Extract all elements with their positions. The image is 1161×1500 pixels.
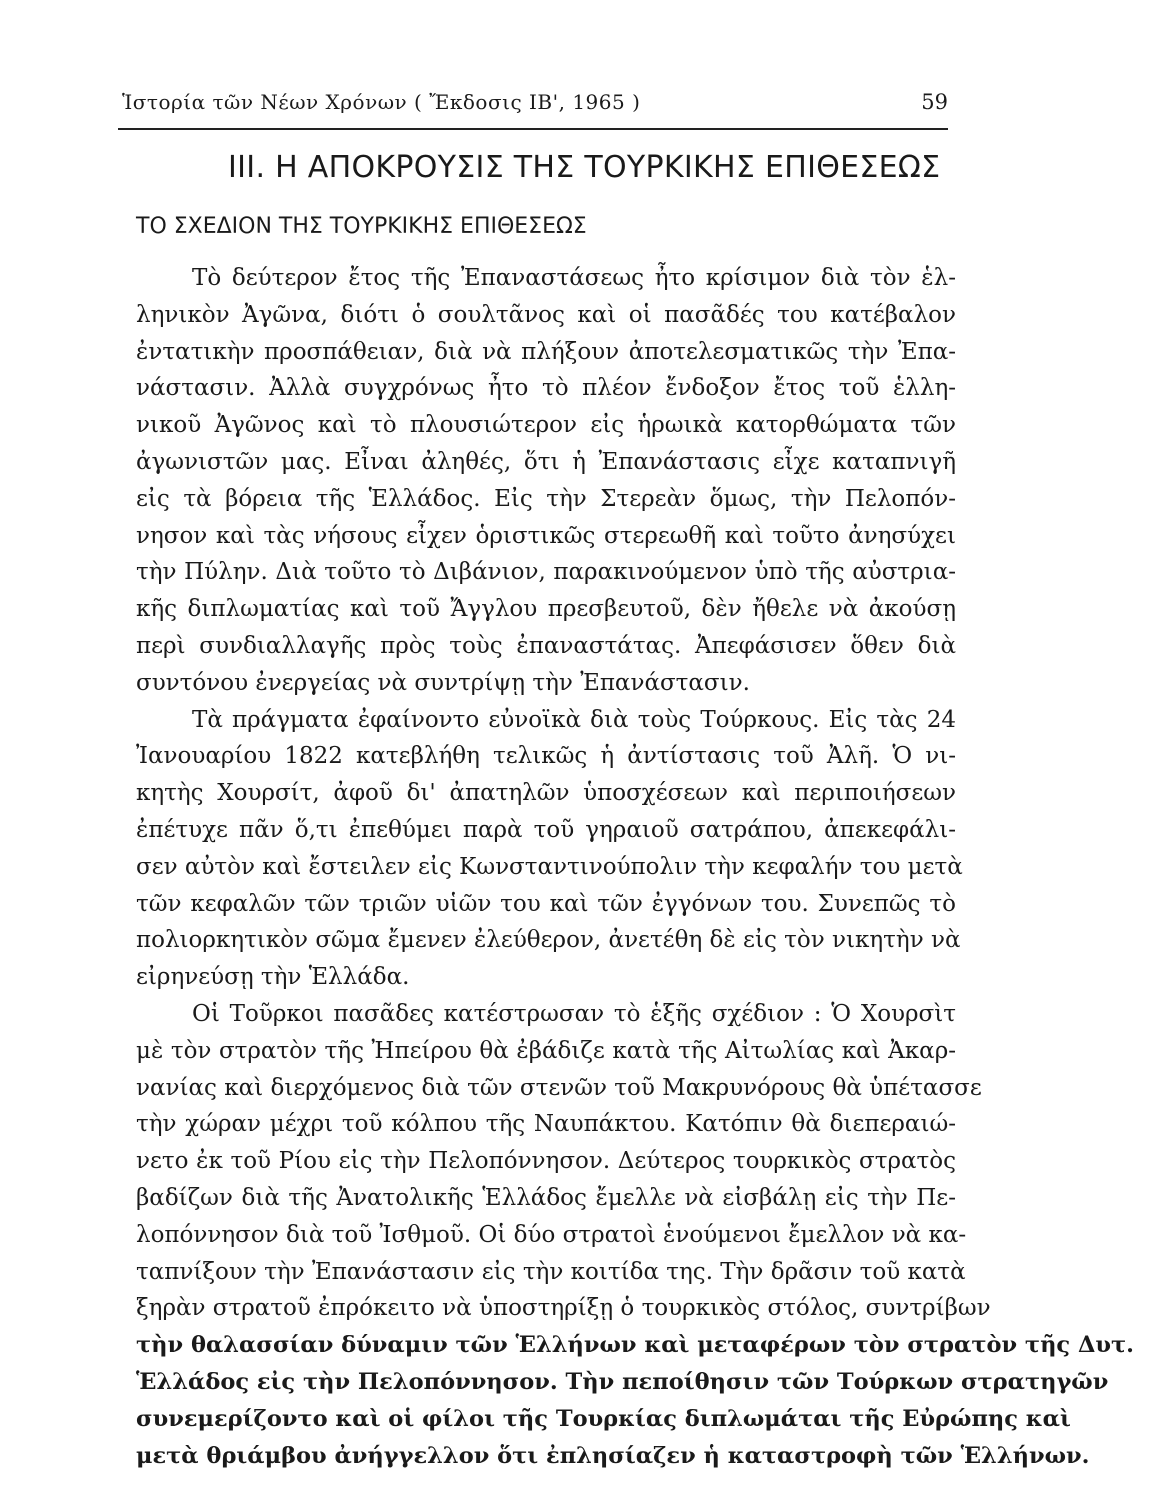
body-text: [136, 260, 1134, 1474]
text-line: νανίας καὶ διερχόμενος διὰ τῶν στενῶν τοῦ Μακρυνόρους θὰ ὑπέτασσε: [136, 1074, 982, 1101]
text-line: ξηρὰν στρατοῦ ἐπρόκειτο νὰ ὑποστηρίξῃ ὁ τουρκικὸς στόλος, συντρίβων: [136, 1295, 991, 1322]
text-line: σεν αὐτὸν καὶ ἔστειλεν εἰς Κωνσταντινούπολιν τὴν κεφαλήν του μετὰ: [136, 853, 963, 880]
text-line: νάστασιν. Ἀλλὰ συγχρόνως ἦτο τὸ πλέον ἔνδοξον ἔτος τοῦ ἑλλη-: [136, 375, 956, 402]
text-line: πολιορκητικὸν σῶμα ἔμενεν ἐλεύθερον, ἀνετέθη δὲ εἰς τὸν νικητὴν νὰ: [136, 927, 961, 954]
text-line: εἰρηνεύσῃ τὴν Ἑλλάδα.: [136, 964, 410, 991]
text-line: κητὴς Χουρσίτ, ἀφοῦ δι' ἀπατηλῶν ὑποσχέσεων καὶ περιποιήσεων: [136, 780, 956, 807]
text-line: Ἑλλάδος εἰς τὴν Πελοπόννησον. Τὴν πεποίθησιν τῶν Τούρκων στρατηγῶν: [136, 1368, 1109, 1395]
text-line: ἐπέτυχε πᾶν ὅ,τι ἐπεθύμει παρὰ τοῦ γηραιοῦ σατράπου, ἀπεκεφάλι-: [136, 816, 956, 843]
text-line: νετο ἐκ τοῦ Ρίου εἰς τὴν Πελοπόννησον. Δεύτερος τουρκικὸς στρατὸς: [136, 1148, 956, 1175]
text-line: τῶν κεφαλῶν τῶν τριῶν υἱῶν του καὶ τῶν ἐγγόνων του. Συνεπῶς τὸ: [136, 890, 956, 917]
section-title: ΤΟ ΣΧΕΔΙΟΝ ΤΗΣ ΤΟΥΡΚΙΚΗΣ ΕΠΙΘΕΣΕΩΣ: [136, 214, 587, 239]
chapter-title: III. Η ΑΠΟΚΡΟΥΣΙΣ ΤΗΣ ΤΟΥΡΚΙΚΗΣ ΕΠΙΘΕΣΕΩΣ: [228, 150, 941, 185]
text-line: Οἱ Τοῦρκοι πασᾶδες κατέστρωσαν τὸ ἑξῆς σχέδιον : Ὁ Χουρσὶτ: [192, 1000, 956, 1027]
text-line: εἰς τὰ βόρεια τῆς Ἑλλάδος. Εἰς τὴν Στερεὰν ὅμως, τὴν Πελοπόν-: [136, 485, 956, 512]
running-header: [118, 88, 948, 130]
text-line: συντόνου ἐνεργείας νὰ συντρίψῃ τὴν Ἐπανάστασιν.: [136, 669, 750, 696]
text-line: νικοῦ Ἀγῶνος καὶ τὸ πλουσιώτερον εἰς ἡρωικὰ κατορθώματα τῶν: [136, 412, 956, 439]
text-line: κῆς διπλωματίας καὶ τοῦ Ἄγγλου πρεσβευτοῦ, δὲν ἤθελε νὰ ἀκούσῃ: [136, 596, 956, 623]
text-line: ταπνίξουν τὴν Ἐπανάστασιν εἰς τὴν κοιτίδα της. Τὴν δρᾶσιν τοῦ κατὰ: [136, 1258, 966, 1285]
text-line: τὴν χώραν μέχρι τοῦ κόλπου τῆς Ναυπάκτου. Κατόπιν θὰ διεπεραιώ-: [136, 1111, 956, 1138]
text-line: τὴν Πύλην. Διὰ τοῦτο τὸ Διβάνιον, παρακινούμενον ὑπὸ τῆς αὐστρια-: [136, 559, 956, 586]
text-line: λοπόννησον διὰ τοῦ Ἰσθμοῦ. Οἱ δύο στρατοὶ ἑνούμενοι ἔμελλον νὰ κα-: [136, 1221, 967, 1248]
text-line: μὲ τὸν στρατὸν τῆς Ἠπείρου θὰ ἐβάδιζε κατὰ τῆς Αἰτωλίας καὶ Ἀκαρ-: [136, 1037, 956, 1064]
text-line: περὶ συνδιαλλαγῆς πρὸς τοὺς ἐπαναστάτας. Ἀπεφάσισεν ὅθεν διὰ: [136, 632, 956, 659]
text-line: συνεμερίζοντο καὶ οἱ φίλοι τῆς Τουρκίας διπλωμάται τῆς Εὐρώπης καὶ: [136, 1405, 1071, 1432]
text-line: Τὰ πράγματα ἐφαίνοντο εὐνοϊκὰ διὰ τοὺς Τούρκους. Εἰς τὰς 24: [192, 706, 956, 733]
text-line: ἀγωνιστῶν μας. Εἶναι ἀληθές, ὅτι ἡ Ἐπανάστασις εἶχε καταπνιγῆ: [136, 448, 956, 475]
text-line: βαδίζων διὰ τῆς Ἀνατολικῆς Ἑλλάδος ἔμελλε νὰ εἰσβάλῃ εἰς τὴν Πε-: [136, 1184, 956, 1211]
page-number: 59: [921, 90, 948, 114]
text-line: ληνικὸν Ἀγῶνα, διότι ὁ σουλτᾶνος καὶ οἱ πασᾶδές του κατέβαλον: [136, 301, 956, 328]
text-line: Ἰανουαρίου 1822 κατεβλήθη τελικῶς ἡ ἀντίστασις τοῦ Ἀλῆ. Ὁ νι-: [136, 743, 956, 770]
text-line: τὴν θαλασσίαν δύναμιν τῶν Ἑλλήνων καὶ μεταφέρων τὸν στρατὸν τῆς Δυτ.: [136, 1332, 1134, 1359]
text-line: νησον καὶ τὰς νήσους εἶχεν ὁριστικῶς στερεωθῆ καὶ τοῦτο ἀνησύχει: [136, 522, 956, 549]
text-line: ἐντατικὴν προσπάθειαν, διὰ νὰ πλήξουν ἀποτελεσματικῶς τὴν Ἐπα-: [136, 338, 956, 365]
running-title: Ἱστορία τῶν Νέων Χρόνων ( Ἔκδοσις ΙΒ', 1965 ): [122, 90, 641, 114]
text-line: μετὰ θριάμβου ἀνήγγελλον ὅτι ἐπλησίαζεν ἡ καταστροφὴ τῶν Ἑλλήνων.: [136, 1442, 1090, 1469]
text-line: Τὸ δεύτερον ἔτος τῆς Ἐπαναστάσεως ἦτο κρίσιμον διὰ τὸν ἑλ-: [192, 265, 956, 291]
